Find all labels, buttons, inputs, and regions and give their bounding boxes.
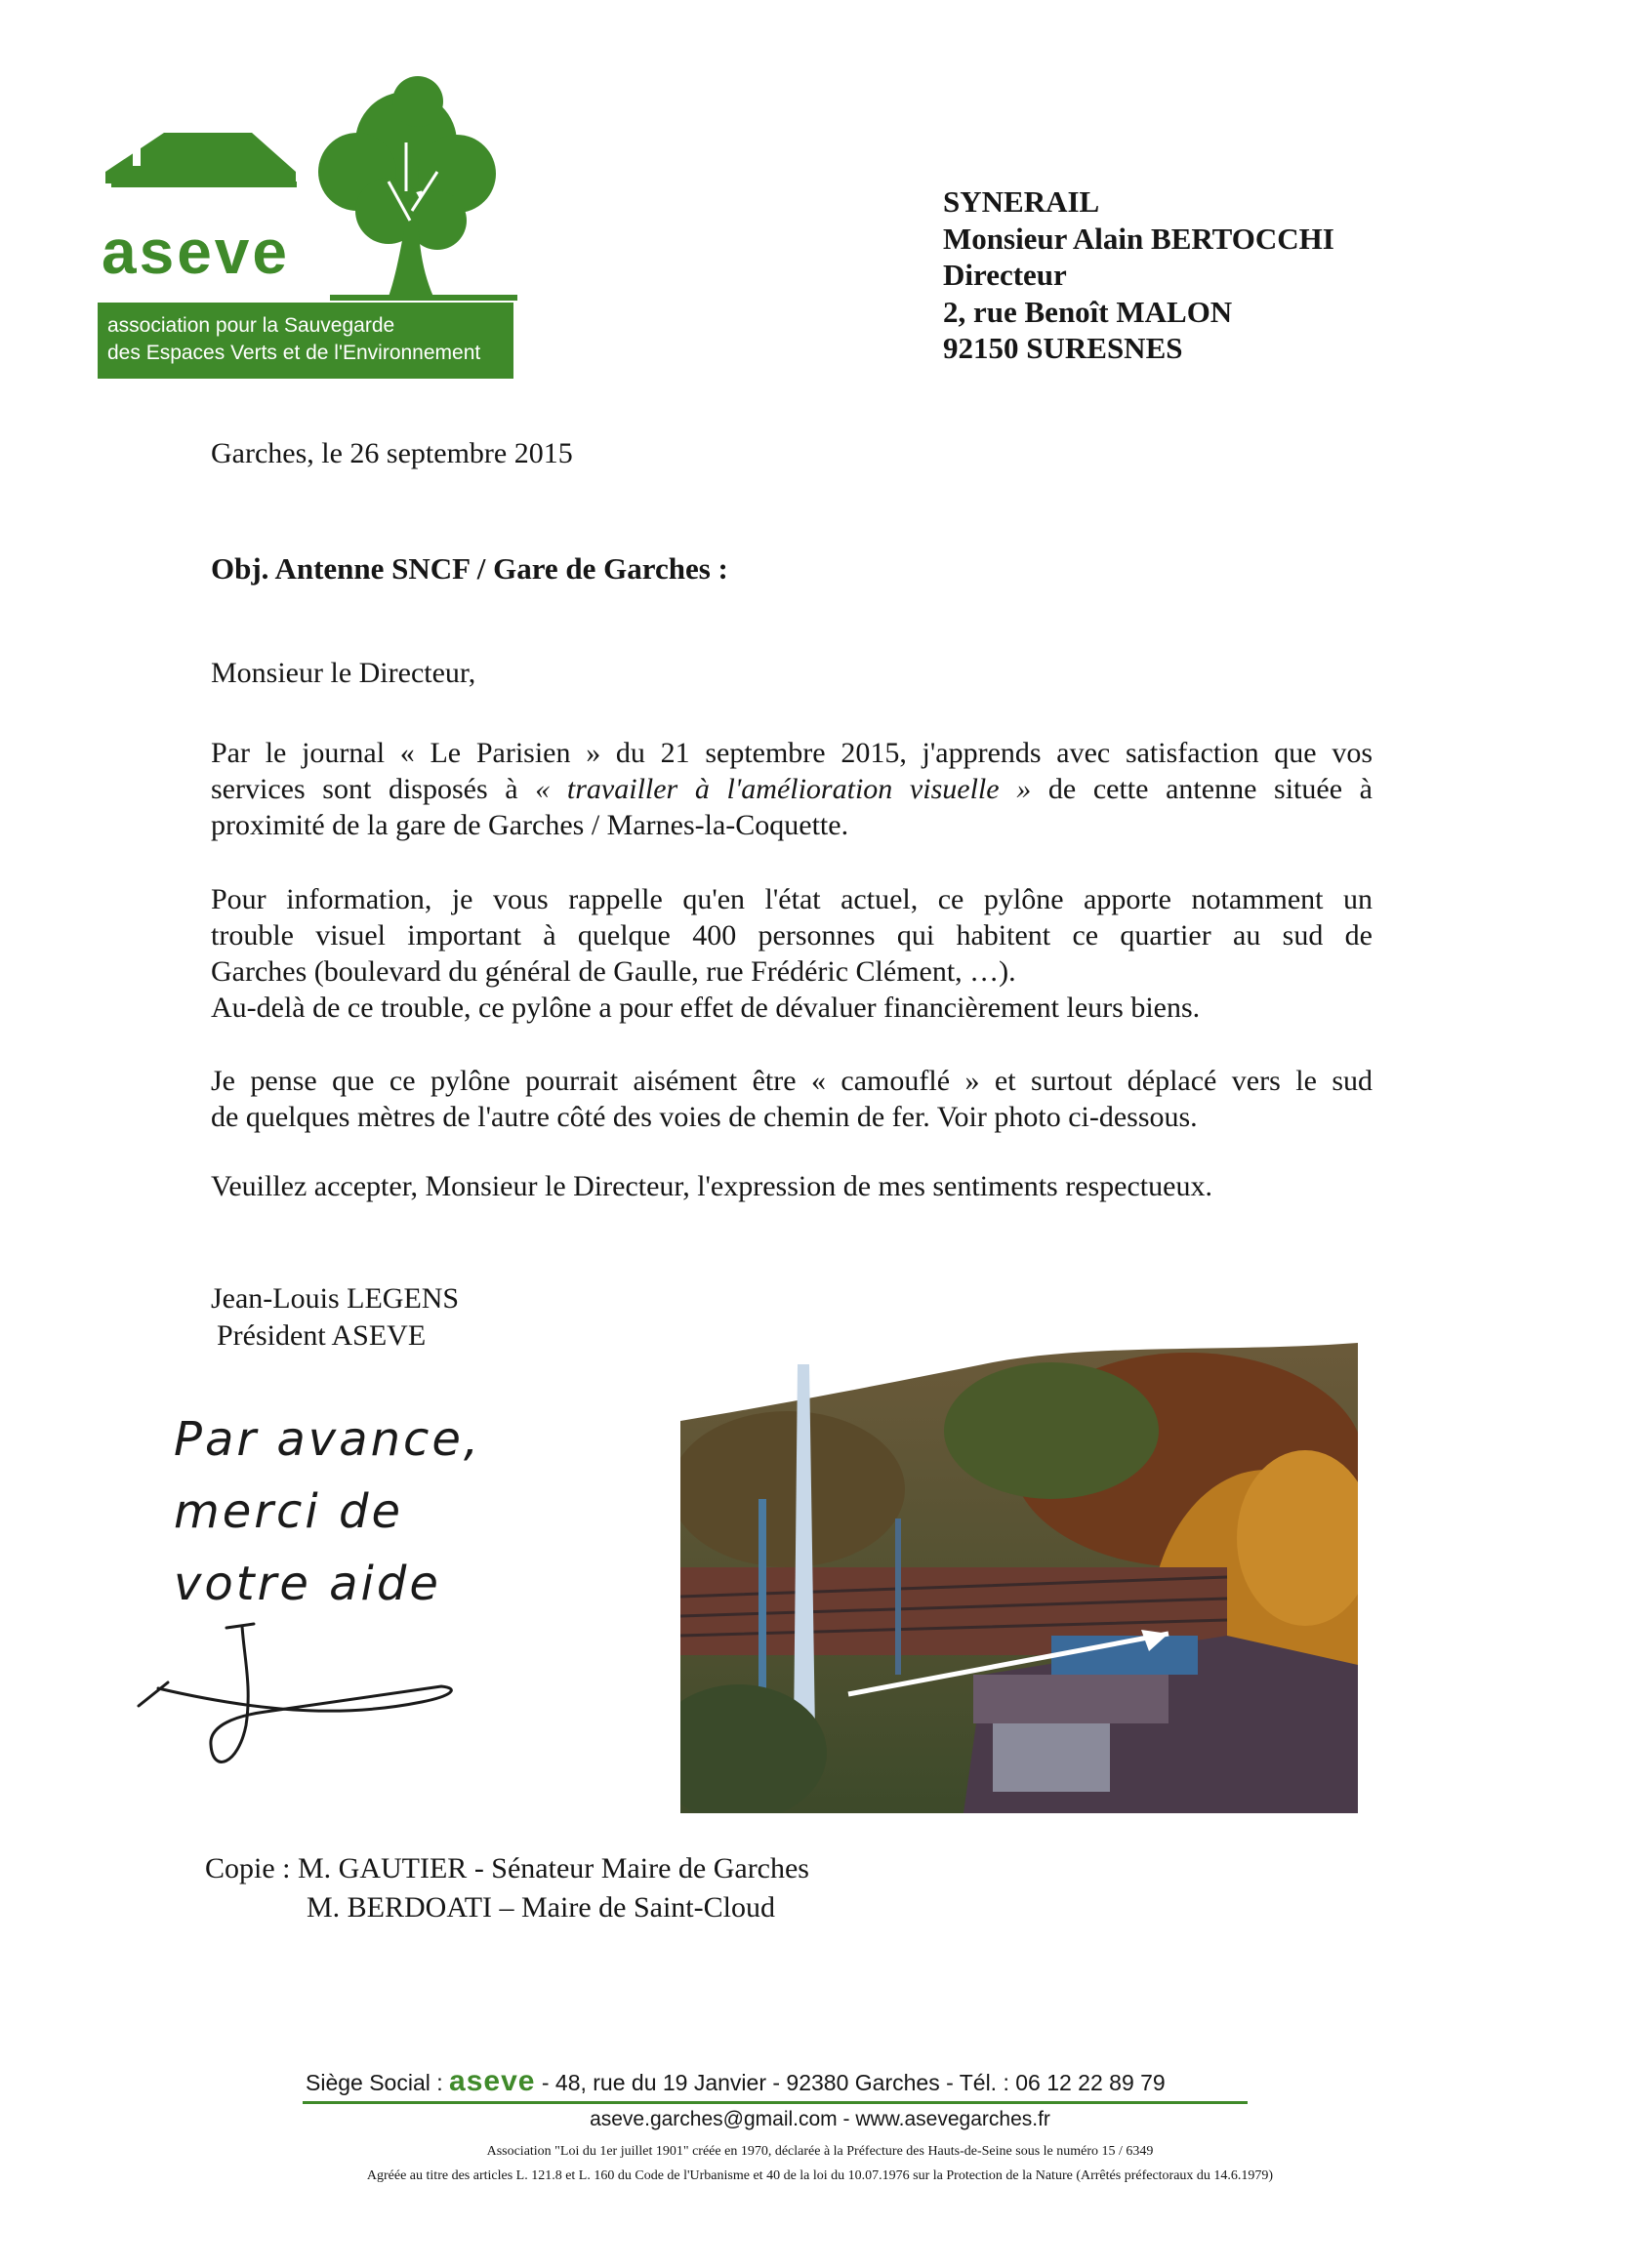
footer-address xyxy=(306,2065,1166,2098)
footer-contact: aseve.garches@gmail.com - www.asevegarches.fr xyxy=(590,2108,1050,2130)
letter-subject: Obj. Antenne SNCF / Gare de Garches : xyxy=(211,551,728,586)
signature-scribble xyxy=(129,1618,500,1784)
signatory-name: Jean-Louis LEGENS xyxy=(211,1282,460,1315)
paragraph-1-line: proximité de la gare de Garches / Marnes-la-Coquette. xyxy=(211,809,849,841)
signatory-title: Président ASEVE xyxy=(217,1319,427,1352)
paragraph-2-line: Pour information, je vous rappelle qu'en l'état actuel, ce pylône apporte notamment un xyxy=(211,883,1373,915)
footer-legal-1: Association "Loi du 1er juillet 1901" créée en 1970, déclarée à la Préfecture des Hauts-de-Seine sous le numéro 15 / 6349 xyxy=(486,2144,1154,2159)
logo-tagline xyxy=(98,303,513,379)
handwritten-line-2: merci de xyxy=(174,1484,404,1539)
footer-prefix: Siège Social : xyxy=(306,2070,443,2095)
paragraph-2-line: trouble visuel important à quelque 400 personnes qui habitent ce quartier au sud de xyxy=(211,919,1373,952)
paragraph-1-line: Par le journal « Le Parisien » du 21 septembre 2015, j'apprends avec satisfaction que vos xyxy=(211,737,1373,769)
paragraph-2-line: Garches (boulevard du général de Gaulle, rue Frédéric Clément, …). xyxy=(211,955,1016,988)
antenna-photo xyxy=(680,1343,1358,1813)
recipient-city: 92150 SURESNES xyxy=(943,331,1183,365)
recipient-title: Directeur xyxy=(943,258,1067,292)
paragraph-3-line: Je pense que ce pylône pourrait aisément être « camouflé » et surtout déplacé vers le sud xyxy=(211,1065,1373,1097)
paragraph-3 xyxy=(211,1063,1373,1135)
signatory-block xyxy=(211,1280,459,1355)
paragraph-3-line: de quelques mètres de l'autre côté des voies de chemin de fer. Voir photo ci-dessous. xyxy=(211,1101,1198,1133)
letter-salutation: Monsieur le Directeur, xyxy=(211,657,476,689)
handwritten-line-1: Par avance, xyxy=(174,1412,482,1467)
aseve-logo xyxy=(96,74,525,382)
recipient-address xyxy=(943,183,1334,367)
letter-date: Garches, le 26 septembre 2015 xyxy=(211,437,573,469)
logo-tagline-line1: association pour la Sauvegarde xyxy=(107,314,395,337)
paragraph-2 xyxy=(211,881,1373,1026)
copies-block xyxy=(205,1849,809,1927)
footer-brand: aseve xyxy=(449,2065,536,2097)
recipient-name: Monsieur Alain BERTOCCHI xyxy=(943,221,1334,256)
footer-address-text: - 48, rue du 19 Janvier - 92380 Garches - Tél. : 06 12 22 89 79 xyxy=(535,2070,1166,2095)
paragraph-2-line: Au-delà de ce trouble, ce pylône a pour effet de dévaluer financièrement leurs biens. xyxy=(211,992,1201,1024)
handwritten-line-3: votre aide xyxy=(174,1557,441,1611)
quoted-phrase: « travailler à l'amélioration visuelle » xyxy=(535,773,1032,805)
paragraph-1 xyxy=(211,735,1373,843)
footer-legal-2: Agréée au titre des articles L. 121.8 et L. 160 du Code de l'Urbanisme et 40 de la loi du 10.07.1976 sur la Protection de la Nature (Arrêtés préfectoraux du 14.6.1979) xyxy=(366,2168,1274,2183)
copy-line-2: M. BERDOATI – Maire de Saint-Cloud xyxy=(307,1891,775,1924)
recipient-company: SYNERAIL xyxy=(943,184,1100,219)
logo-wordmark: aseve xyxy=(102,217,290,287)
footer-divider xyxy=(303,2101,1248,2104)
letter-closing: Veuillez accepter, Monsieur le Directeur, l'expression de mes sentiments respectueux. xyxy=(211,1170,1212,1202)
handwritten-note xyxy=(174,1403,481,1620)
logo-tagline-line2: des Espaces Verts et de l'Environnement xyxy=(107,342,481,364)
recipient-street: 2, rue Benoît MALON xyxy=(943,294,1233,329)
copy-line-1: Copie : M. GAUTIER - Sénateur Maire de Garches xyxy=(205,1852,809,1884)
paragraph-1-line: services sont disposés à « travailler à l'amélioration visuelle » de cette antenne située à xyxy=(211,773,1373,805)
